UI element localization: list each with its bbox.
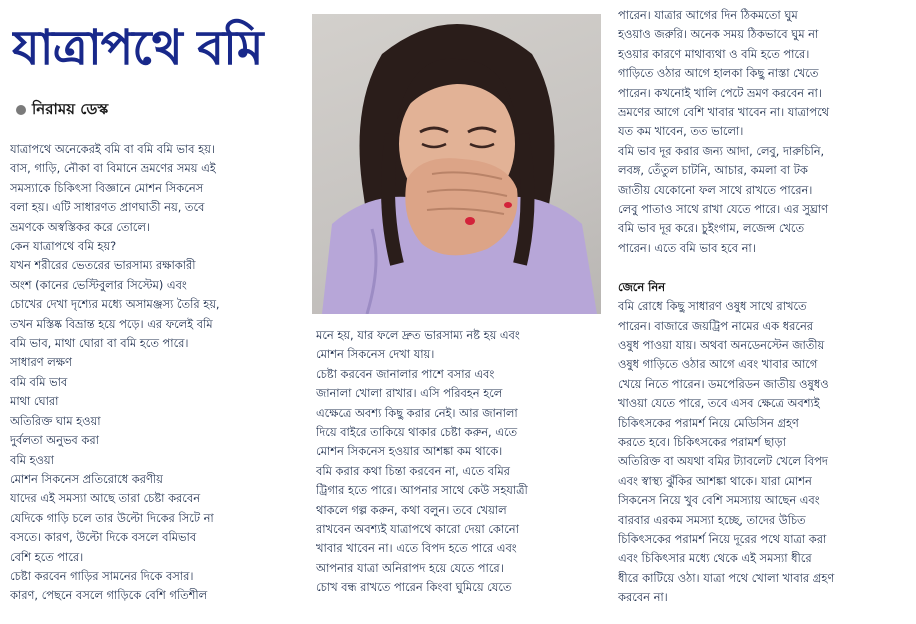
text-line: যখন শরীরের ভেতরের ভারসাম্য রক্ষাকারী [10,258,196,273]
text-line: খাবার খাবেন না। এতে বিপদ হতে পারে এবং [316,541,517,556]
text-line: তখন মস্তিষ্ক বিভ্রান্ত হয়ে পড়ে। এর ফলেই বমি [10,316,213,331]
text-line: রাখবেন অবশ্যই যাত্রাপথে কারো দেয়া কোনো [316,522,519,537]
text-line: মোশন সিকনেস দেখা যায়। [316,347,435,362]
nauseous-woman-illustration [312,14,601,314]
text-line: এক্ষেত্রে অবশ্য কিছু করার নেই। আর জানালা [316,405,518,420]
text-line: পারেন। কখনোই খালি পেটে ভ্রমণ করবেন না। [618,85,822,100]
text-line: আপনার যাত্রা অনিরাপদ হয়ে যেতে পারে। [316,560,504,575]
list-item: মাথা ঘোরা [10,394,59,409]
section-heading: কেন যাত্রাপথে বমি হয়? [10,239,117,254]
text-line: বমি রোধে কিছু সাধারণ ওষুধ সাথে রাখতে [618,299,807,314]
text-line: গাড়িতে ওঠার আগে হালকা কিছু নাস্তা খেতে [618,66,819,81]
text-line: দিয়ে বাইরে তাকিয়ে থাকার চেষ্টা করুন, এতে [316,425,518,440]
text-line: ভ্রমণকে অস্বস্তিকর করে তোলে। [10,219,150,234]
text-line: থাকলে গল্প করুন, কথা বলুন। তবে খেয়াল [316,502,507,517]
text-line: বমি ভাব দূর করে। চুইংগাম, লজেন্স খেতে [618,221,805,236]
text-line: সমস্যাকে চিকিৎসা বিজ্ঞানে মোশন সিকনেস [10,180,204,195]
bullet-icon [16,105,26,115]
text-line: লেবু পাতাও সাথে রাখা যেতে পারে। এর সুঘ্রাণ [618,202,829,217]
text-line: যাদের এই সমস্যা আছে তারা চেষ্টা করবেন [10,491,201,506]
article-title: যাত্রাপথে বমি [12,20,263,76]
text-line: পারেন। যাত্রার আগের দিন ঠিকমতো ঘুম [618,8,798,22]
text-line: বাস, গাড়ি, নৌকা বা বিমানে ভ্রমণের সময় এই [10,161,216,176]
text-line: যেদিকে গাড়ি চলে তার উল্টো দিকের সিটে না [10,510,214,525]
text-line: জানালা খোলা রাখার। এসি পরিবহন হলে [316,386,503,401]
text-line: বসতে। কারণ, উল্টো দিকে বসলে বমিভাব [10,530,197,545]
text-line: করতে হবে। চিকিৎসকের পরামর্শ ছাড়া [618,434,786,449]
text-line: চেষ্টা করবেন জানালার পাশে বসার এবং [316,366,495,381]
text-line: হওয়ার কারণে মাথাব্যথা ও বমি হতে পারে। [618,46,810,61]
text-line: অংশ (কানের ভেস্টিবুলার সিস্টেম) এবং [10,277,187,292]
text-line: ট্রিগার হতে পারে। আপনার সাথে কেউ সহযাত্রী [316,483,528,498]
text-column-2 [316,326,601,598]
text-line: খাওয়া যেতে পারে, তবে এসব ক্ষেত্রে অবশ্যই [618,396,820,411]
spacer-line [618,258,910,277]
text-line: করবেন না। [618,590,668,605]
list-item: দুর্বলতা অনুভব করা [10,433,99,448]
text-line: হওয়াও জরুরি। অনেক সময় ঠিকভাবে ঘুম না [618,27,819,42]
section-heading: মোশন সিকনেস প্রতিরোধে করণীয় [10,471,163,486]
text-line: কারণ, পেছনে বসলে গাড়িকে বেশি গতিশীল [10,588,208,603]
text-line: পারেন। এতে বমি ভাব হবে না। [618,240,756,255]
text-line: চিকিৎসকের পরামর্শ নিয়ে দূরের পথে যাত্রা করা [618,531,827,546]
text-line: বমি করার কথা চিন্তা করবেন না, এতে বমির [316,463,510,478]
text-line: লবঙ্গ, তেঁতুল চাটনি, আচার, কমলা বা টক [618,163,808,178]
text-line: জাতীয় যেকোনো ফল সাথে রাখতে পারেন। [618,182,813,197]
text-line: সিকনেস নিয়ে খুব বেশি সমস্যায় আছেন এবং [618,493,820,508]
text-line: চিকিৎসকের পরামর্শ নিয়ে মেডিসিন গ্রহণ [618,415,799,430]
text-line: বারবার এরকম সমস্যা হচ্ছে, তাদের উচিত [618,512,806,527]
section-heading: সাধারণ লক্ষণ [10,355,72,370]
list-item: বমি বমি ভাব [10,374,68,389]
text-line: চোখের দেখা দৃশ্যের মধ্যে অসামঞ্জস্য তৈরি হয়, [10,297,220,312]
text-line: মনে হয়, যার ফলে দ্রুত ভারসাম্য নষ্ট হয় এবং [316,328,520,342]
text-line: বলা হয়। এটি সাধারণত প্রাণঘাতী নয়, তবে [10,200,205,215]
text-line: যাত্রাপথে অনেকেরই বমি বা বমি বমি ভাব হয়। [10,142,215,156]
text-line: ওষুধ গাড়িতে ওঠার আগে এবং খাবার আগে [618,357,818,372]
text-line: মোশন সিকনেস হওয়ার আশঙ্কা কম থাকে। [316,444,503,459]
byline-text: নিরাময় ডেস্ক [32,100,109,118]
list-item: বমি হওয়া [10,452,54,467]
text-column-3 [618,6,910,608]
text-line: বমি ভাব, মাথা ঘোরা বা বমি হতে পারে। [10,336,189,351]
text-line: এবং স্বাস্থ্য ঝুঁকির আশঙ্কা থাকে। যারা মোশন [618,473,812,488]
section-heading: জেনে নিন [618,279,666,294]
text-line: ধীরে কাটিয়ে ওঠা। যাত্রা পথে খোলা খাবার গ্রহণ [618,570,835,585]
text-line: খেয়ে নিতে পারেন। ডমপেরিডন জাতীয় ওষুধও [618,376,829,391]
byline [16,98,108,120]
article-photo [312,14,601,314]
text-line: যত কম খাবেন, তত ভালো। [618,124,744,139]
text-line: বেশি হতে পারে। [10,549,84,564]
list-item: অতিরিক্ত ঘাম হওয়া [10,413,101,428]
text-line: ওষুধ পাওয়া যায়। অথবা অনডেনস্টেন জাতীয় [618,337,825,352]
text-line: বমি ভাব দূর করার জন্য আদা, লেবু, দারুচিনি, [618,143,825,158]
text-line: চোখ বন্ধ রাখতে পারেন কিংবা ঘুমিয়ে যেতে [316,580,512,595]
text-line: পারেন। বাজারে জয়ট্রিপ নামের এক ধরনের [618,318,814,333]
text-line: ভ্রমণের আগে বেশি খাবার খাবেন না। যাত্রাপথে [618,105,830,120]
text-column-1 [10,140,302,606]
text-line: চেষ্টা করবেন গাড়ির সামনের দিকে বসার। [10,568,194,583]
text-line: অতিরিক্ত বা অযথা বমির ট্যাবলেট খেলে বিপদ [618,454,828,469]
text-line: এবং চিকিৎসার মধ্যে থেকে এই সমস্যা ধীরে [618,551,812,566]
